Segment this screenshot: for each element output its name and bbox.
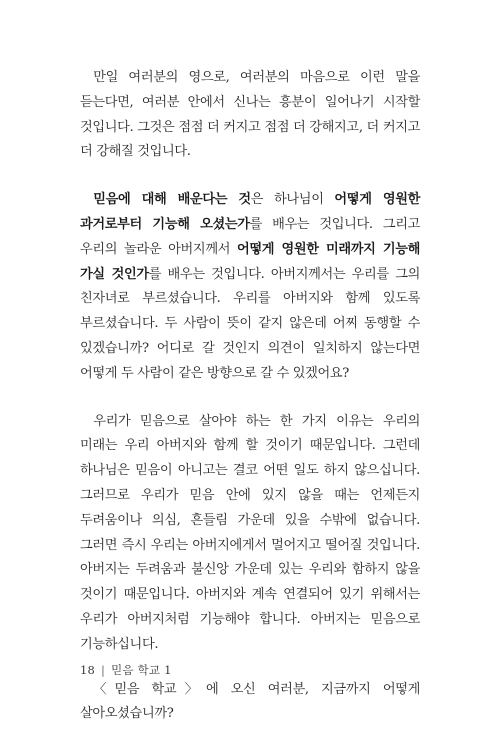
- paragraph-3-run-1: 우리가 믿음으로 살아야 하는 한 가지 이유는 우리의 미래는 우리 아버지와 함께 할 것이기 때문입니다. 그런데 하나님은 믿음이 아니고는 결코 어떤 일도 하지 않으십니다. 그러므로 우리가 믿음 안에 있지 않을 때는 언제든지 두려움이나 의심, 흔들림 가운데 있을 수밖에 없습니다. 그러면 즉시 우리는 아버지에게서 멀어지고 떨어질 것입니다. 아버지는 두려움과 불신앙 가운데 있는 우리와 함하지 않을 것이기 때문입니다. 아버지와 계속 연결되어 있기 위해서는 우리가 아버지처럼 기능해야 합니다. 아버지는 믿음으로 기능하십니다.: [80, 413, 420, 652]
- paragraph-4: [80, 678, 420, 728]
- paragraph-2-emphasis-2: 어떻게 영원한 과거로부터 기능해 오셨는가: [80, 192, 420, 232]
- running-title: 믿음 학교 1: [111, 663, 172, 677]
- paragraph-4-run-1: 〈믿음 학교〉에 오신 여러분, 지금까지 어떻게 살아오셨습니까?: [80, 681, 420, 722]
- page-number: 18: [80, 663, 96, 677]
- paragraph-2-run-2: 은 하나님이: [250, 192, 335, 208]
- paragraph-2: [80, 188, 420, 386]
- paragraph-2-emphasis-1: 믿음에 대해 배운다는 것: [93, 192, 251, 208]
- paragraph-1-run-1: 만일 여러분의 영으로, 여러분의 마음으로 이런 말을 듣는다면, 여러분 안에서 신나는 흥분이 일어나기 시작할 것입니다. 그것은 점점 더 커지고 점점 더 강해지고, 더 커지고 더 강해질 것입니다.: [80, 70, 420, 160]
- paragraph-3: [80, 410, 420, 658]
- page-body: [80, 66, 420, 727]
- paragraph-1: [80, 66, 420, 165]
- paragraph-2-emphasis-3: 어떻게 영원한 미래까지 기능해 가실 것인가: [80, 241, 420, 282]
- page-footer: [80, 662, 172, 678]
- paragraph-2-run-6: 를 배우는 것입니다. 아버지께서는 우리를 그의 친자녀로 부르셨습니다. 우리를 아버지와 함께 있도록 부르셨습니다. 두 사람이 뜻이 같지 않은데 어찌 동행할 수 있겠습니까? 어디로 갈 것인지 의견이 일치하지 않는다면 어떻게 두 사람이 같은 방향으로 갈 수 있겠어요?: [80, 266, 420, 381]
- paragraph-2-run-4: 를 배우는 것입니다. 그리고 우리의 놀라운 아버지께서: [80, 216, 421, 257]
- footer-separator: |: [101, 663, 106, 677]
